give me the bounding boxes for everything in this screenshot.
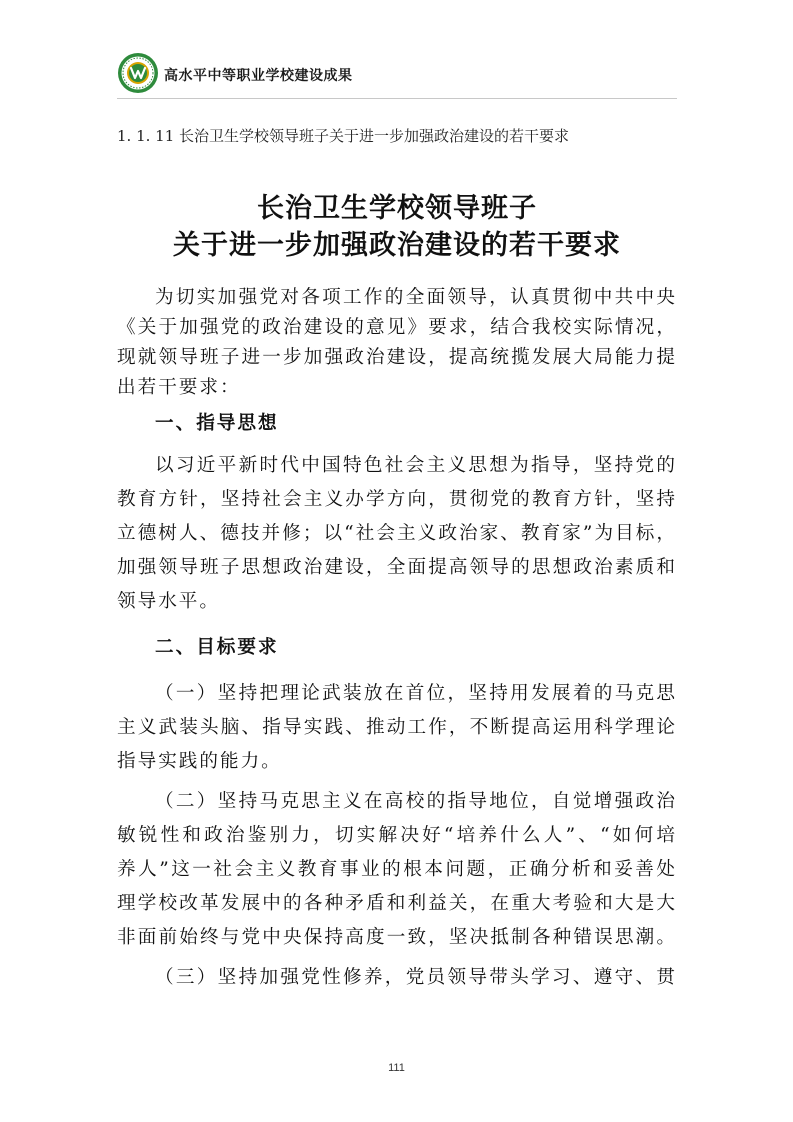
paragraph-line: 立德树人、德技并修；以“社会主义政治家、教育家”为目标，	[117, 523, 677, 544]
page-number: 111	[388, 1062, 405, 1074]
document-title-line-2: 关于进一步加强政治建设的若干要求	[173, 230, 621, 261]
paragraph-line: 指导实践的能力。	[117, 751, 282, 772]
paragraph-line: 教育方针，坚持社会主义办学方向，贯彻党的教育方针，坚持	[117, 489, 677, 510]
guiding-ideology-paragraph	[117, 449, 677, 619]
paragraph-line: 非面前始终与党中央保持高度一致，坚决抵制各种错误思潮。	[117, 927, 677, 948]
paragraph-line: 现就领导班子进一步加强政治建设，提高统揽发展大局能力提	[117, 347, 677, 368]
goal-item-2	[117, 785, 677, 955]
paragraph-line: （三）坚持加强党性修养，党员领导带头学习、遵守、贯	[155, 967, 677, 988]
document-body	[117, 283, 677, 995]
section-reference: 1. 1. 11 长治卫生学校领导班子关于进一步加强政治建设的若干要求	[117, 127, 570, 145]
paragraph-line: 以习近平新时代中国特色社会主义思想为指导，坚持党的	[155, 455, 677, 476]
paragraph-line: 理学校改革发展中的各种矛盾和利益关，在重大考验和大是大	[117, 893, 677, 914]
intro-paragraph	[117, 283, 677, 403]
paragraph-line: 养人”这一社会主义教育事业的根本问题，正确分析和妥善处	[117, 859, 677, 880]
paragraph-line: 加强领导班子思想政治建设，全面提高领导的思想政治素质和	[117, 557, 677, 578]
school-emblem-icon	[117, 52, 159, 94]
header-divider	[117, 98, 677, 99]
paragraph-line: （一）坚持把理论武装放在首位，坚持用发展着的马克思	[155, 683, 677, 704]
goal-item-3	[117, 961, 677, 995]
section-heading-goals: 二、目标要求	[155, 637, 279, 658]
paragraph-line: 敏锐性和政治鉴别力，切实解决好“培养什么人”、“如何培	[117, 825, 677, 846]
page-header	[117, 52, 677, 96]
paragraph-line: 《关于加强党的政治建设的意见》要求，结合我校实际情况，	[117, 317, 677, 338]
paragraph-line: （二）坚持马克思主义在高校的指导地位，自觉增强政治	[155, 791, 677, 812]
paragraph-line: 出若干要求：	[117, 377, 241, 398]
paragraph-line: 主义武装头脑、指导实践、推动工作，不断提高运用科学理论	[117, 717, 677, 738]
document-title-line-1: 长治卫生学校领导班子	[257, 193, 537, 224]
goal-item-1	[117, 677, 677, 779]
header-title: 高水平中等职业学校建设成果	[164, 68, 353, 84]
paragraph-line: 领导水平。	[117, 591, 220, 612]
paragraph-line: 为切实加强党对各项工作的全面领导，认真贯彻中共中央	[155, 287, 677, 308]
section-heading-guiding-ideology: 一、指导思想	[155, 413, 279, 434]
